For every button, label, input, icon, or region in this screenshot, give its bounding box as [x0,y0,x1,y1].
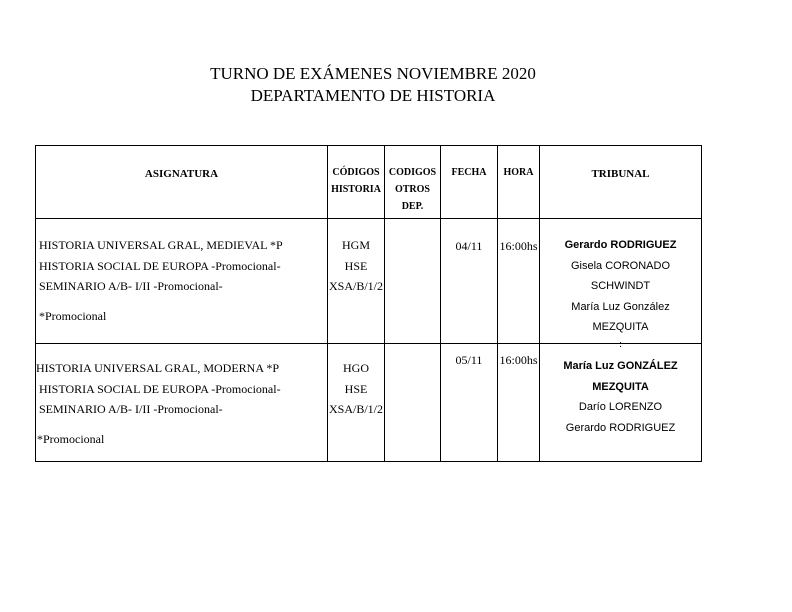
asignatura-item: SEMINARIO A/B- I/II -Promocional- [39,402,223,416]
codigo-item: XSA/B/1/2 [328,279,383,293]
tribunal-member: Darío LORENZO [578,401,663,413]
fecha-cell: 05/11 [441,344,498,462]
codigo-item: XSA/B/1/2 [328,402,383,416]
tribunal-member: MEZQUITA [592,321,649,333]
fecha-cell: 04/11 [441,219,498,344]
header-codigos-otros-line2: OTROS [394,184,430,195]
codigo-item: HGO [343,361,369,375]
tribunal-member: SCHWINDT [590,280,651,292]
codigo-item: HGM [341,238,370,252]
header-codigos-historia-line1: CÓDIGOS [332,167,380,178]
tribunal-member: Gerardo RODRIGUEZ [565,421,676,434]
header-hora: HORA [498,146,540,219]
document-subtitle: DEPARTAMENTO DE HISTORIA [250,86,496,105]
tribunal-cell [540,219,702,344]
tribunal-cell [540,339,702,462]
asignatura-cell [36,344,328,462]
header-asignatura: ASIGNATURA [36,146,328,219]
header-codigos-otros [385,146,441,219]
table-row [36,344,702,462]
asignatura-item: HISTORIA SOCIAL DE EUROPA -Promocional- [39,381,281,396]
header-codigos-otros-line3: DEP. [401,201,424,212]
codigos-historia-cell [328,344,385,462]
tribunal-member: Gerardo RODRIGUEZ [564,239,677,251]
promocional-note: *Promocional [39,308,107,323]
tribunal-member: María Luz GONZÁLEZ [563,360,678,372]
header-codigos-historia [328,146,385,219]
codigo-item: HSE [344,258,368,273]
asignatura-item: HISTORIA UNIVERSAL GRAL, MODERNA *P [36,361,280,375]
promocional-note: *Promocional [37,431,105,446]
table-row [36,219,702,344]
asignatura-item: HISTORIA UNIVERSAL GRAL, MEDIEVAL *P [39,238,283,252]
asignatura-item: SEMINARIO A/B- I/II -Promocional- [39,279,223,293]
asignatura-item: HISTORIA SOCIAL DE EUROPA -Promocional- [39,258,281,273]
exam-schedule-table [35,145,702,462]
header-codigos-historia-line2: HISTORIA [331,184,381,195]
codigos-otros-cell [385,219,441,344]
codigo-item: HSE [344,381,368,396]
header-codigos-otros-line1: CODIGOS [388,167,437,178]
hora-cell: 16:00hs [498,219,540,344]
asignatura-cell [36,219,328,344]
tribunal-member: MEZQUITA [592,380,649,393]
header-tribunal: TRIBUNAL [540,146,702,219]
table-header-row [36,146,702,219]
tribunal-member: María Luz González [571,300,670,313]
header-fecha: FECHA [441,146,498,219]
document-title: TURNO DE EXÁMENES NOVIEMBRE 2020 [210,64,536,83]
codigos-otros-cell [385,344,441,462]
hora-cell: 16:00hs [498,344,540,462]
tribunal-member: Gisela CORONADO [570,259,671,272]
codigos-historia-cell [328,219,385,344]
tribunal-mark: : [619,339,622,350]
